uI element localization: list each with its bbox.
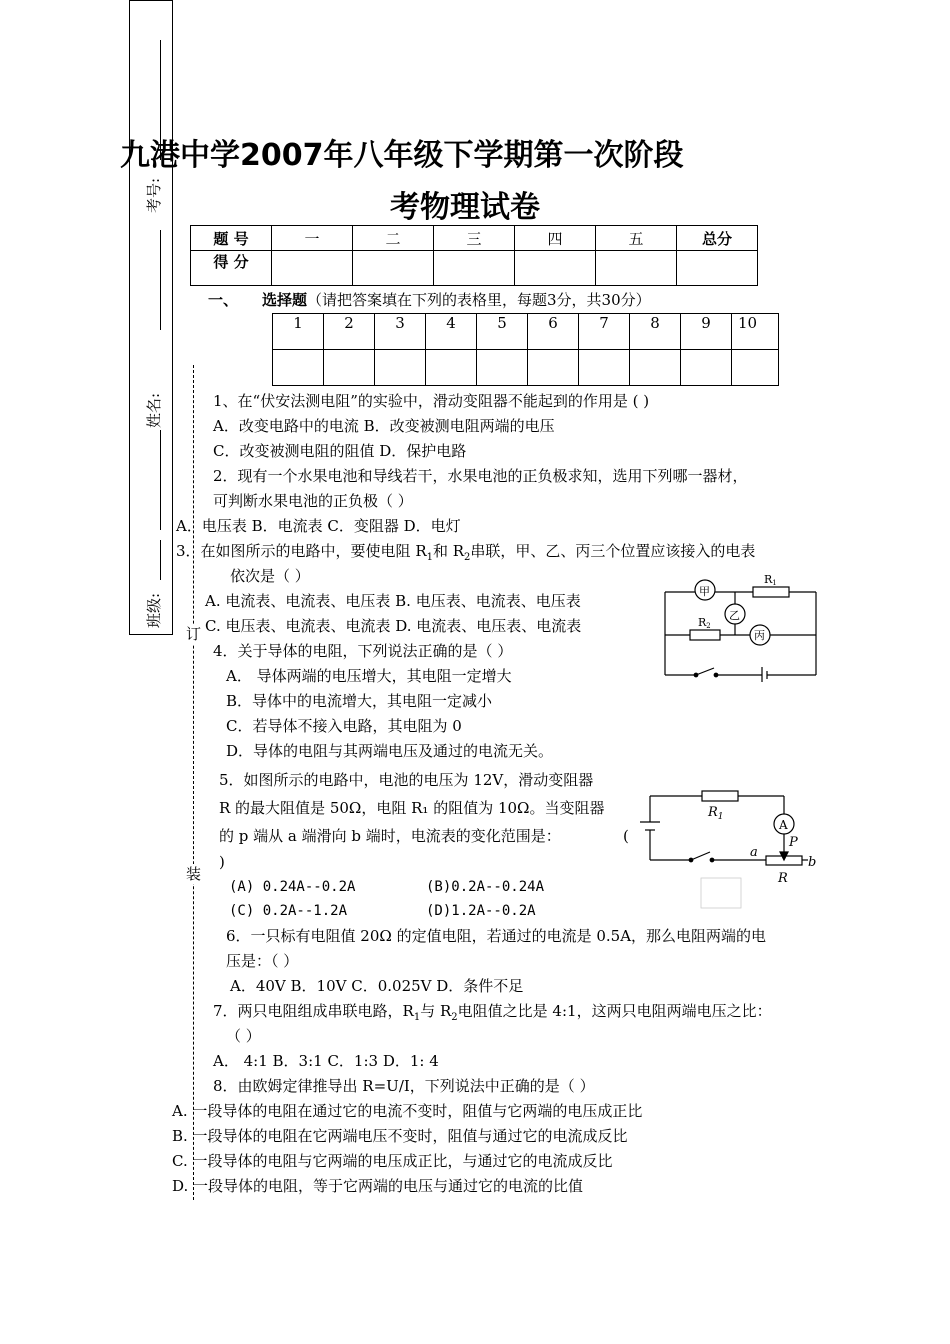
q8-option-b: B. 一段导体的电阻在它两端电压不变时，阻值与通过它的电流成反比 [172,1127,628,1145]
q8-stem: 8．由欧姆定律推导出 R=U/I，下列说法中正确的是（ ） [213,1077,595,1095]
answer-cell[interactable] [528,350,579,386]
q1-options-ab: A．改变电路中的电流 B．改变被测电阻两端的电压 [213,417,555,435]
answer-cell[interactable] [681,350,732,386]
q5-paren-left: ( [623,827,629,845]
q5-option-c: (C) 0.2A--1.2A [229,903,348,919]
score-cell[interactable] [353,251,434,286]
cut-line [193,365,194,1200]
q7-stem-prefix: 7．两只电阻组成串联电路，R [213,1002,414,1020]
score-header-cell: 四 [515,226,596,251]
r2-label: R2 [698,616,711,630]
q1-stem: 1、在“伏安法测电阻”的实验中，滑动变阻器不能起到的作用是 ( ) [213,392,650,410]
q4-option-d: D．导体的电阻与其两端电压及通过的电流无关。 [226,742,554,760]
answer-cell[interactable] [579,350,630,386]
name-label: 姓名: [145,392,164,429]
q6-stem: 6．一只标有电阻值 20Ω 的定值电阻，若通过的电流是 0.5A，那么电阻两端的电 [226,927,767,945]
q7-sub1: 1 [413,1012,421,1023]
q1-options-cd: C．改变被测电阻的阻值 D．保护电路 [213,442,467,460]
q8-option-c: C. 一段导体的电阻与它两端的电压成正比，与通过它的电流成反比 [172,1152,613,1170]
score-table [190,225,758,286]
answer-number: 5 [477,314,528,350]
resistor-r1 [753,587,789,597]
score-header-cell: 二 [353,226,434,251]
q7-stem-suffix: 电阻值之比是 4:1，这两只电阻两端电压之比： [457,1002,772,1020]
q2-stem: 2．现有一个水果电池和导线若干，水果电池的正负极求知，选用下列哪一器材， [213,467,748,485]
circuit-diagram-1 [660,572,822,682]
q7-stem [213,1001,772,1028]
ammeter-label: A [779,818,788,832]
answer-input-row [273,350,779,386]
q8-option-a: A. 一段导体的电阻在通过它的电流不变时，阻值与它两端的电压成正比 [172,1102,643,1120]
exam-no-label: 考号: [145,177,164,214]
answer-number: 10 [732,314,779,350]
section1-number: 一、 [208,291,239,309]
q4-option-c: C．若导体不接入电路，其电阻为 0 [226,717,462,735]
end-a-label: a [750,845,758,860]
ding-label: 订 [186,625,202,643]
q5-option-d: (D)1.2A--0.2A [426,903,536,919]
q3-stem-prefix: 3．在如图所示的电路中，要使电阻 R [176,542,427,560]
q5-stem-1: 5．如图所示的电路中，电池的电压为 12V，滑动变阻器 [219,771,594,789]
answer-cell[interactable] [630,350,681,386]
q3-stem-suffix: 串联，甲、乙、丙三个位置应该接入的电表 [470,542,756,560]
score-cell[interactable] [515,251,596,286]
q4-option-b: B．导体中的电流增大，其电阻一定减小 [226,692,493,710]
answer-cell[interactable] [426,350,477,386]
meter-bing-label: 丙 [754,629,765,642]
r1-label-q5: $R_1$ [708,805,724,822]
q5-stem-2: R 的最大阻值是 50Ω，电阻 R₁ 的阻值为 10Ω。当变阻器 [219,799,605,817]
q8-option-d: D. 一段导体的电阻，等于它两端的电压与通过它的电流的比值 [172,1177,584,1195]
answer-number: 4 [426,314,477,350]
answer-number: 1 [273,314,324,350]
answer-number: 9 [681,314,732,350]
q2-options: A．电压表 B．电流表 C．变阻器 D．电灯 [176,517,461,535]
class-label: 班级: [145,592,164,629]
section1-instructions: （请把答案填在下列的表格里，每题3分，共30分） [307,291,651,309]
answer-number: 7 [579,314,630,350]
answer-number: 2 [324,314,375,350]
answer-cell[interactable] [732,350,779,386]
section1-heading [262,290,651,310]
answer-cell[interactable] [477,350,528,386]
answer-table [272,313,779,386]
score-header-cell: 一 [272,226,353,251]
resistor-r2 [690,630,720,640]
q6-stem-cont: 压是：（ ） [226,952,299,970]
name-line-top [160,230,161,330]
score-header-cell: 题 号 [191,226,272,251]
answer-cell[interactable] [375,350,426,386]
q4-stem: 4．关于导体的电阻，下列说法正确的是（ ） [213,642,513,660]
q3-sub1: 1 [426,552,433,563]
resistor-r1-q5 [702,791,738,801]
score-cell[interactable] [272,251,353,286]
answer-number: 6 [528,314,579,350]
answer-number-row [273,314,779,350]
q4-option-a: A． 导体两端的电压增大，其电阻一定增大 [226,667,512,685]
answer-number: 3 [375,314,426,350]
answer-number: 8 [630,314,681,350]
score-cell[interactable] [677,251,758,286]
score-header-cell: 三 [434,226,515,251]
q7-sub2: 2 [451,1012,458,1023]
title-mask [129,130,171,170]
switch-2 [691,852,710,860]
score-row-label: 得 分 [191,251,272,286]
binding-sidebar [129,0,173,635]
score-cell[interactable] [596,251,677,286]
slider-p-label: P [789,835,798,850]
q5-stem-3: 的 p 端从 a 端滑向 b 端时，电流表的变化范围是： [219,827,561,845]
answer-cell[interactable] [324,350,375,386]
rheostat-label: R [778,871,788,886]
answer-cell[interactable] [273,350,324,386]
q3-stem-cont: 依次是（ ） [230,567,310,585]
page-title-line1: 九港中学2007年八年级下学期第一次阶段 [120,138,684,173]
q5-option-b: (B)0.2A--0.24A [426,879,545,895]
class-line [160,540,161,580]
name-line [160,430,161,530]
score-cell[interactable] [434,251,515,286]
q3-sub2: 2 [464,552,471,563]
q7-stem-mid: 与 R [420,1002,452,1020]
q3-stem [176,541,755,568]
zhuang-label: 装 [186,865,202,883]
circuit-diagram-2 [638,782,828,912]
switch-1 [696,668,714,675]
section1-name: 选择题 [262,291,308,309]
q5-option-a: (A) 0.24A--0.2A [229,879,356,895]
q3-options-2: C. 电压表、电流表、电流表 D. 电流表、电压表、电流表 [205,617,582,635]
r1-label: R1 [764,573,777,587]
end-b-label: b [808,855,817,870]
meter-jia-label: 甲 [699,585,710,598]
score-header-cell: 总分 [677,226,758,251]
score-header-cell: 五 [596,226,677,251]
page-title-line2: 考物理试卷 [390,190,540,225]
q6-options: A．40V B．10V C．0.025V D．条件不足 [230,977,524,995]
q3-options-1: A. 电流表、电流表、电压表 B. 电压表、电流表、电压表 [205,592,581,610]
meter-yi-label: 乙 [729,609,740,622]
q2-stem-cont: 可判断水果电池的正负极（ ） [213,492,413,510]
q7-stem-cont: （ ） [226,1027,261,1045]
q3-stem-mid: 和 R [432,542,465,560]
q7-options: A． 4:1 B．3:1 C．1:3 D．1: 4 [213,1052,439,1070]
q5-paren-right: ) [219,853,225,871]
